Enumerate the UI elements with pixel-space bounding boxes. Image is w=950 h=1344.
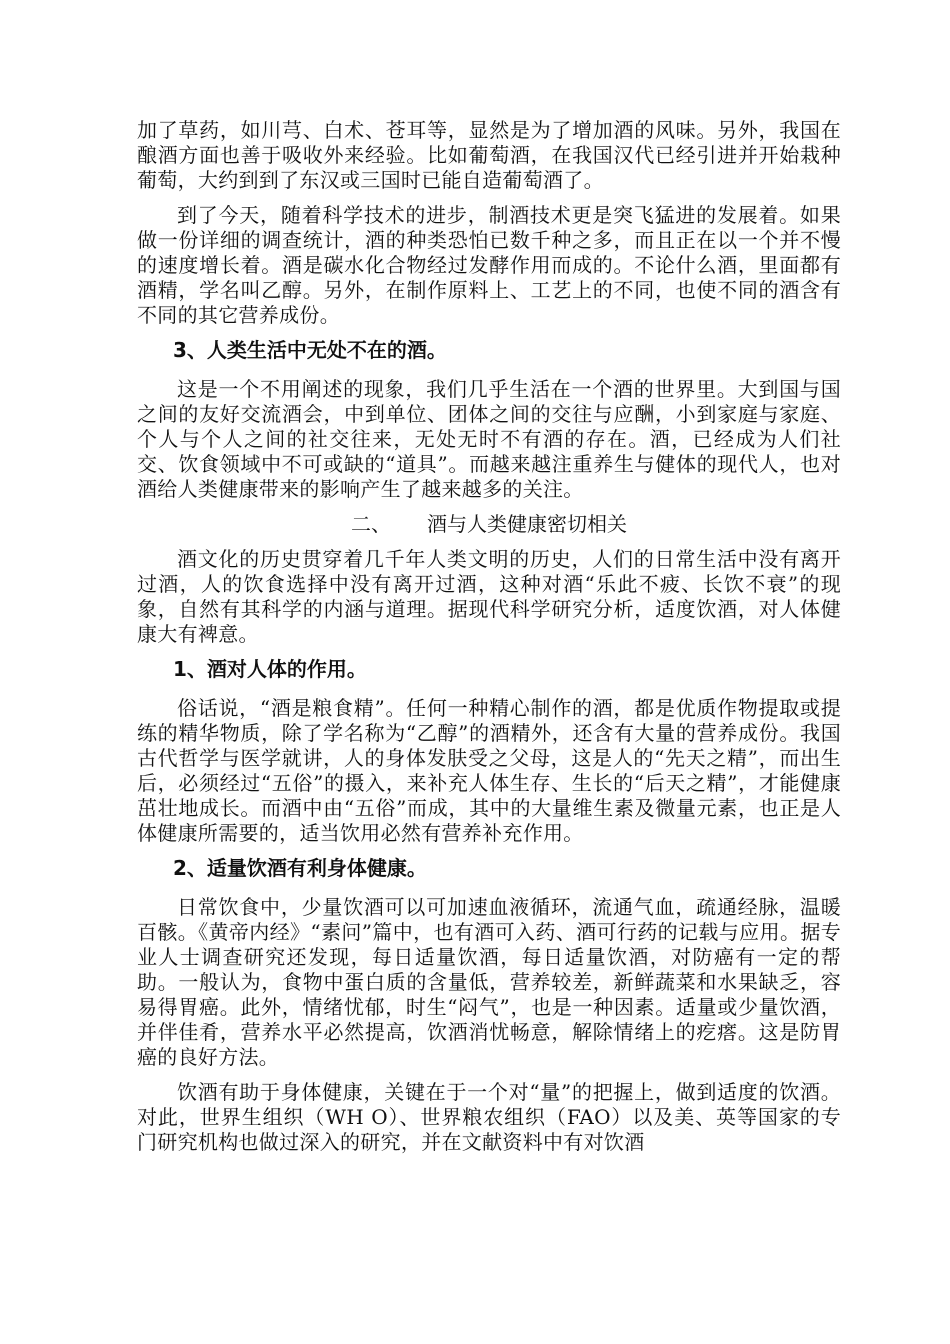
section-title: 酒与人类健康密切相关 (427, 512, 627, 536)
paragraph-4: 酒文化的历史贯穿着几千年人类文明的历史，人们的日常生活中没有离开过酒，人的饮食选择中没有离开过酒，这种对酒“乐此不疲、长饮不衰”的现象，自然有其科学的内涵与道理。据现代科学研究分析，适度饮酒，对人体健康大有裨意。 (137, 547, 841, 646)
subheading-3: 3、人类生活中无处不在的酒。 (173, 338, 447, 362)
paragraph-7: 饮酒有助于身体健康，关键在于一个对“量”的把握上，做到适度的饮酒。对此，世界生组织（WH O）、世界粮农组织（FAO）以及美、英等国家的专门研究机构也做过深入的研究，并在文献资料中有对饮酒 (137, 1080, 841, 1154)
paragraph-6: 日常饮食中，少量饮酒可以可加速血液循环，流通气血，疏通经脉，温暖百骸。《黄帝内经》“素问”篇中，也有酒可入药、酒可行药的记载与应用。据专业人士调查研究还发现，每日适量饮酒，每日适量饮酒，对防癌有一定的帮助。一般认为，食物中蛋白质的含量低，营养较差，新鲜蔬菜和水果缺乏，容易得胃癌。此外，情绪忧郁，时生“闷气”，也是一种因素。适量或少量饮酒，并伴佳肴，营养水平必然提高，饮酒消忧畅意，解除情绪上的疙瘩。这是防胃癌的良好方法。 (137, 895, 841, 1069)
section-number: 二、 (351, 512, 391, 536)
paragraph-5: 俗话说，“酒是粮食精”。任何一种精心制作的酒，都是优质作物提取或提练的精华物质，除了学名称为“乙醇”的酒精外，还含有大量的营养成份。我国古代哲学与医学就讲，人的身体发肤受之父母，这是人的“先天之精”，而出生后，必须经过“五俗”的摄入，来补充人体生存、生长的“后天之精”，才能健康茁壮地成长。而酒中由“五俗”而成，其中的大量维生素及微量元素，也正是人体健康所需要的，适当饮用必然有营养补充作用。 (137, 696, 841, 845)
section-heading-2 (137, 512, 841, 537)
paragraph-1: 加了草药，如川芎、白术、苍耳等，显然是为了增加酒的风味。另外，我国在酿酒方面也善于吸收外来经验。比如葡萄酒，在我国汉代已经引进并开始栽种葡萄，大约到到了东汉或三国时已能自造葡萄酒了。 (137, 118, 841, 192)
subheading-1: 1、酒对人体的作用。 (173, 657, 367, 681)
paragraph-2: 到了今天，随着科学技术的进步，制酒技术更是突飞猛进的发展着。如果做一份详细的调查统计，酒的种类恐怕已数千种之多，而且正在以一个并不慢的速度增长着。酒是碳水化合物经过发酵作用而成的。不论什么酒，里面都有酒精，学名叫乙醇。另外，在制作原料上、工艺上的不同，也使不同的酒含有不同的其它营养成份。 (137, 203, 841, 327)
subheading-2: 2、适量饮酒有利身体健康。 (173, 856, 427, 880)
document-page (137, 118, 841, 1165)
paragraph-3: 这是一个不用阐述的现象，我们几乎生活在一个酒的世界里。大到国与国之间的友好交流酒会，中到单位、团体之间的交往与应酬，小到家庭与家庭、个人与个人之间的社交往来，无处无时不有酒的存在。酒，已经成为人们社交、饮食领域中不可或缺的“道具”。而越来越注重养生与健体的现代人，也对酒给人类健康带来的影响产生了越来越多的关注。 (137, 377, 841, 501)
